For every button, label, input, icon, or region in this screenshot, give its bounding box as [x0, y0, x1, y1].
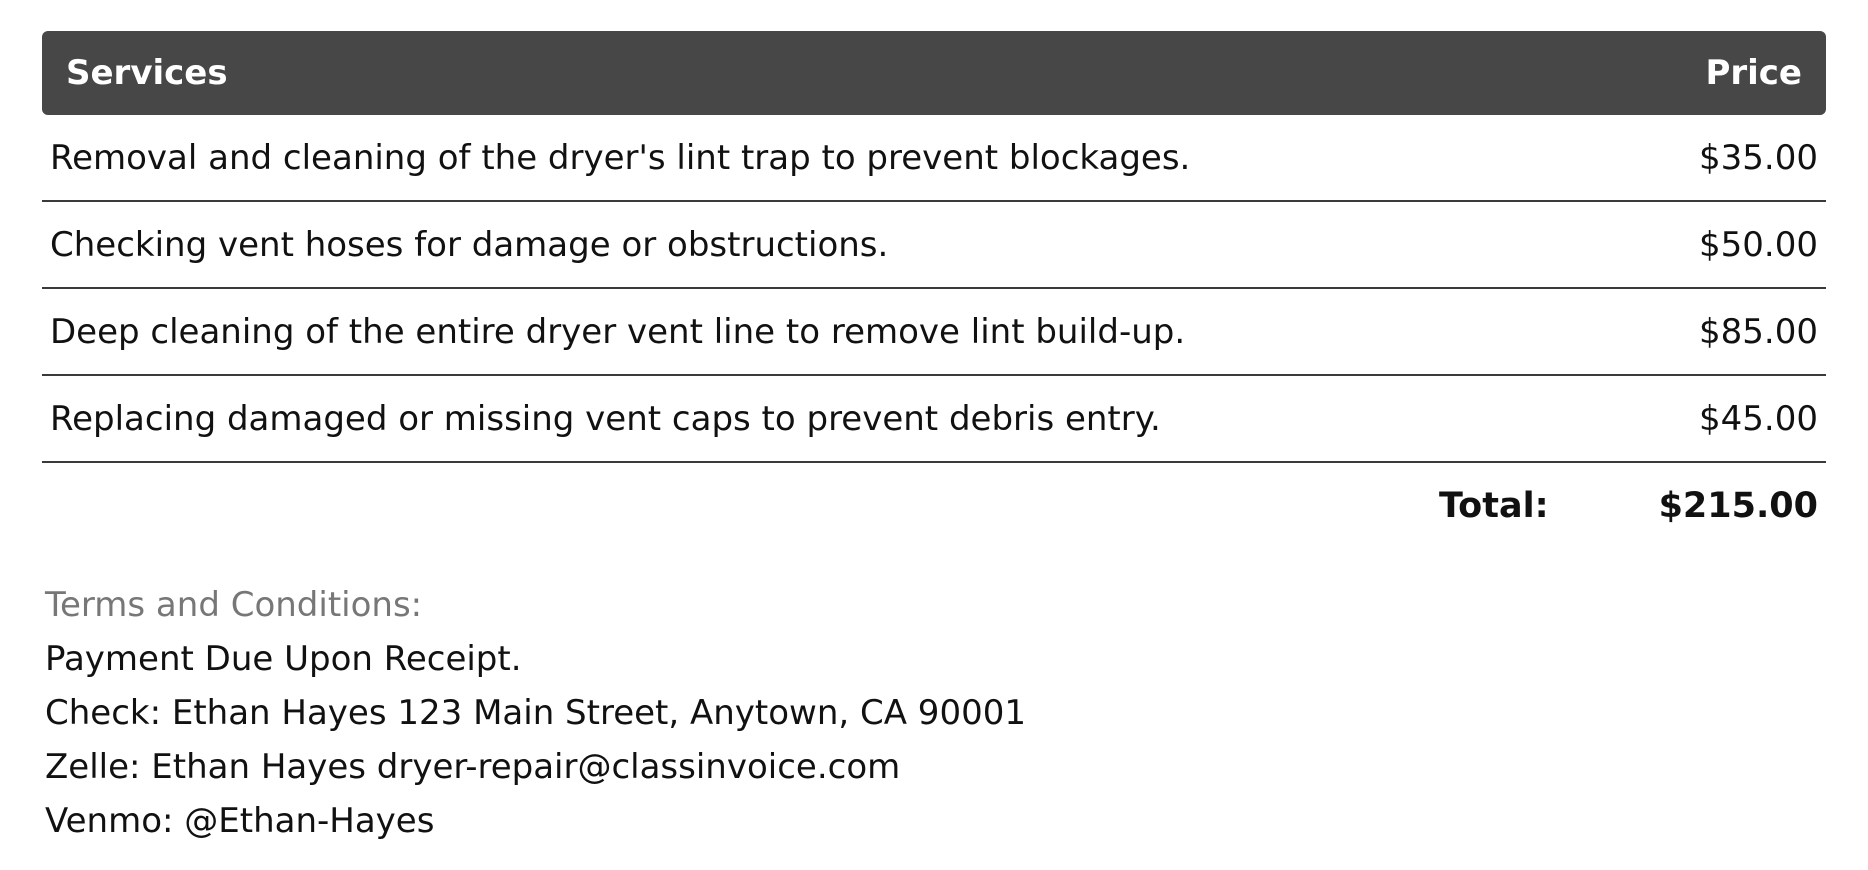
- service-price: $50.00: [1478, 201, 1826, 288]
- services-table-body: [42, 115, 1826, 462]
- total-value: $215.00: [1658, 486, 1818, 526]
- services-column-header: Services: [42, 31, 1478, 115]
- venmo-payment-line: Venmo: @Ethan-Hayes: [45, 801, 435, 841]
- total-label: Total:: [1438, 486, 1549, 526]
- service-description: Removal and cleaning of the dryer's lint trap to prevent blockages.: [42, 115, 1478, 201]
- payment-terms-line: Payment Due Upon Receipt.: [45, 639, 522, 679]
- services-table-header: [42, 31, 1826, 115]
- terms-and-conditions: [45, 578, 1026, 848]
- check-payment-line: Check: Ethan Hayes 123 Main Street, Anytown, CA 90001: [45, 693, 1026, 733]
- service-price: $35.00: [1478, 115, 1826, 201]
- service-description: Checking vent hoses for damage or obstructions.: [42, 201, 1478, 288]
- table-row: [42, 115, 1826, 201]
- header-row: [42, 31, 1826, 115]
- price-column-header: Price: [1478, 31, 1826, 115]
- zelle-payment-line: Zelle: Ethan Hayes dryer-repair@classinvoice.com: [45, 747, 901, 787]
- total-row: [42, 463, 1826, 549]
- invoice-services-section: [42, 31, 1826, 549]
- service-description: Deep cleaning of the entire dryer vent line to remove lint build-up.: [42, 288, 1478, 375]
- terms-heading: Terms and Conditions:: [45, 585, 423, 625]
- service-description: Replacing damaged or missing vent caps to prevent debris entry.: [42, 375, 1478, 462]
- table-row: [42, 288, 1826, 375]
- service-price: $85.00: [1478, 288, 1826, 375]
- table-row: [42, 201, 1826, 288]
- services-table: [42, 31, 1826, 463]
- service-price: $45.00: [1478, 375, 1826, 462]
- table-row: [42, 375, 1826, 462]
